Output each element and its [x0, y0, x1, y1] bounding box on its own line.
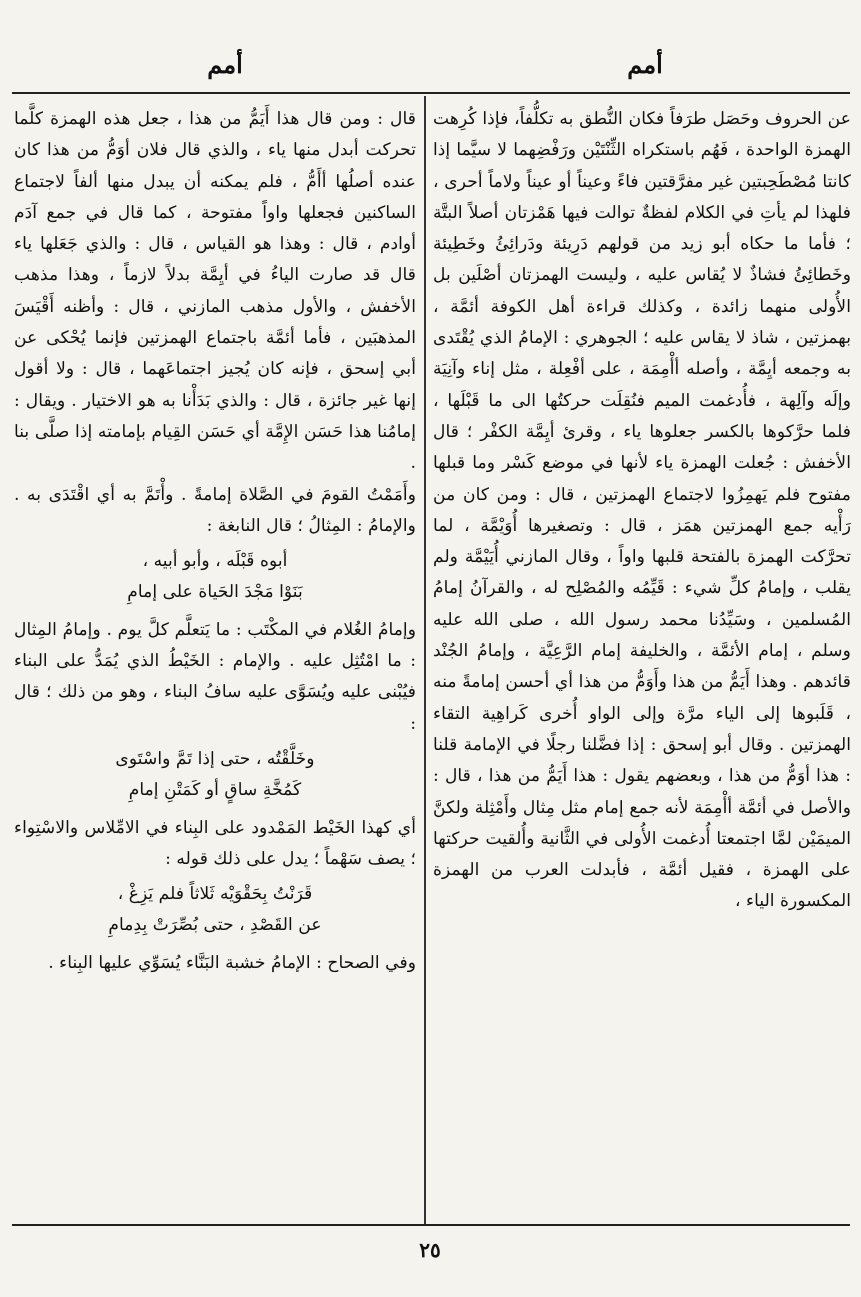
right-column-text: عن الحروف وحَصَل طرَفاً فكان النُّطق به تكلُّفاً، فإذا كُرِهت الهمزة الواحدة ، فَهُم باستكراه الثِّنْتَيْن ورَفْضِهما لا سيَّما إذا كانتا مُصْطَحِبتين غير مفرَّقتين فاءً وعيناً أو عيناً ولاماً أحرى ، فلهذا لم يأتِ في الكلام لفظةٌ توالت فيها هَمْزتان أصلاً البتَّة ؛ فأما ما حكاه أبو زيد من قولهم دَرِيئة ودَرائِئُ وخَطِيئة وخَطائِئُ فشاذٌ لا يُقاس عليه ، وليست الهمزتان أصْلَين بل الأُولى منهما زائدة ، وكذلك قراءة أهل الكوفة أئمَّة ، بهمزتين ، شاذ لا يقاس عليه ؛ الجوهري : الإمامُ الذي يُقْتَدى به وجمعه أيِمَّة ، وأصله أأْمِمَة ، على أفْعِلة ، مثل إناء وآنِيَة وإلَه وآلِهة ، فأُدغمت الميم فنُقِلَت حركتُها الى ما قَبْلَها ، فلما حرَّكوها بالكسر جعلوها ياء ، وقرئ أيِمَّة الكفْر ؛ قال الأخفش : جُعلت الهمزة ياء لأنها في موضع كَسْر وما قبلها مفتوح فلم يَهمِزُوا لاجتماع الهمزتين ، قال : ومن كان من رَأْيه جمع الهمزتين همَز ، قال : وتصغيرها أُوَيْمَّة ، لما تحرَّكت الهمزة بالفتحة قلبها واواً ، وقال المازني أُيَيْمَّة ولم يقلب ، وإمامُ كلِّ شيء : قَيِّمُه والمُصْلِح له ، والقرآنُ إمامُ المُسلمين ، وسَيِّدُنا محمد رسول الله ، صلى الله عليه وسلم ، إمام الأئمَّة ، والخليفة إمام الرَّعِيَّة ، وإمامُ الجُنْد قائدهم . وهذا أَيَمُّ من هذا وأَوَمُّ من هذا أي أحسن إمامةً منه ، قَلَبوها إلى الياء مرَّة وإلى الواو أُخرى كَراهِية التقاء الهمزتين . وقال أبو إسحق : إذا فضَّلنا رجلًا في الإمامة قلنا : هذا أوَمُّ من هذا ، وبعضهم يقول : هذا أَيَمُّ من هذا ، قال : والأصل في أئمَّة أأْمِمَة لأنه جمع إمام مثل مِثال وأَمْثِلة ولكنَّ الميمَيْن لمَّا اجتمعتا أُدغمت الأُولى في الثَّانية وأُلقيت حركتها على الهمزة ، فقيل أئمَّة ، فأبدلت العرب من الهمزة المكسورة الياء ، [433, 109, 851, 912]
top-rule [12, 92, 850, 94]
bottom-rule [12, 1224, 850, 1226]
verse-line: أبوه قَبْلَه ، وأبو أبيه ، [142, 551, 288, 572]
verse-line: بَنَوْا مَجْدَ الحَياة على إمامِ [127, 582, 303, 603]
verse-khallaqtuhu [14, 744, 416, 807]
verse-nabigha [14, 546, 416, 609]
verse-line: عن القَصْدِ ، حتى بُصِّرَتْ بِدِمامِ [108, 915, 322, 936]
column-divider [424, 96, 426, 1224]
verse-line: وخَلَّقْتُه ، حتى إذا تَمَّ واسْتَوى [115, 748, 315, 769]
left-paragraph-3: وإمامُ الغُلام في المكْتَب : ما يَتعلَّم كلَّ يوم . وإمامُ المِثال : ما امْتُثِل عليه . والإمام : الخَيْطُ الذي يُمَدُّ على البناء فيُبْنى عليه ويُسَوَّى عليه سافُ البناء ، وهو من ذلك ؛ قال : [14, 619, 416, 734]
right-column [433, 104, 851, 918]
left-paragraph-4: أي كهذا الخَيْط المَمْدود على البِناء في الامِّلاس والاسْتِواء ؛ يصف سَهْماً ؛ يدل على ذلك قوله : [14, 817, 416, 869]
running-head-left: أمم [207, 50, 243, 79]
verse-line: قَرَنْتُ بِحَقْوَيْه ثَلاثاً فلم يَزِغْ ، [117, 884, 313, 905]
left-paragraph-5: وفي الصحاح : الإمامُ خشبة البَنَّاء يُسَوِّي عليها البِناء . [48, 952, 416, 973]
verse-line: كَمُخَّةِ ساقٍ أو كَمَتْنِ إمامِ [128, 780, 302, 801]
left-paragraph-2: وأَمَمْتُ القومَ في الصَّلاة إمامةً . وأْتَمَّ به أي اقْتَدَى به . والإمامُ : المِثالُ ؛ قال النابغة : [14, 484, 416, 536]
page-number: ٢٥ [419, 1238, 441, 1262]
left-column [14, 104, 416, 979]
running-head-right: أمم [627, 50, 663, 79]
verse-qarantu [14, 879, 416, 942]
left-paragraph-1: قال : ومن قال هذا أَيَمُّ من هذا ، جعل هذه الهمزة كلَّما تحركت أبدل منها ياء ، والذي قال فلان أوَمُّ من هذا كان عنده أصلُها أأَمُّ ، فلم يمكنه أن يبدل منها ألفاً لاجتماع الساكنين فجعلها واواً مفتوحة ، كما قال في جمع آدَم أوادم ، قال : وهذا هو القياس ، قال : والذي جَعَلها ياء قال قد صارت الياءُ في أيِمَّة بدلاً لازماً ، وهذا مذهب الأخفش ، والأول مذهب المازني ، قال : وأظنه أَقْيَسَ المذهبَين ، فأما أئمَّة باجتماع الهمزتين فإنما يُحْكى عن أبي إسحق ، فإنه كان يُجيز اجتماعَهما ، قال : ولا أقول إنها غير جائزة ، قال : والذي بَدَأْنا به هو الاختيار . ويقال : إمامُنا هذا حَسَن الإِمَّة أي حَسَن القِيام بإمامته إذا صلَّى بنا . [14, 109, 416, 474]
